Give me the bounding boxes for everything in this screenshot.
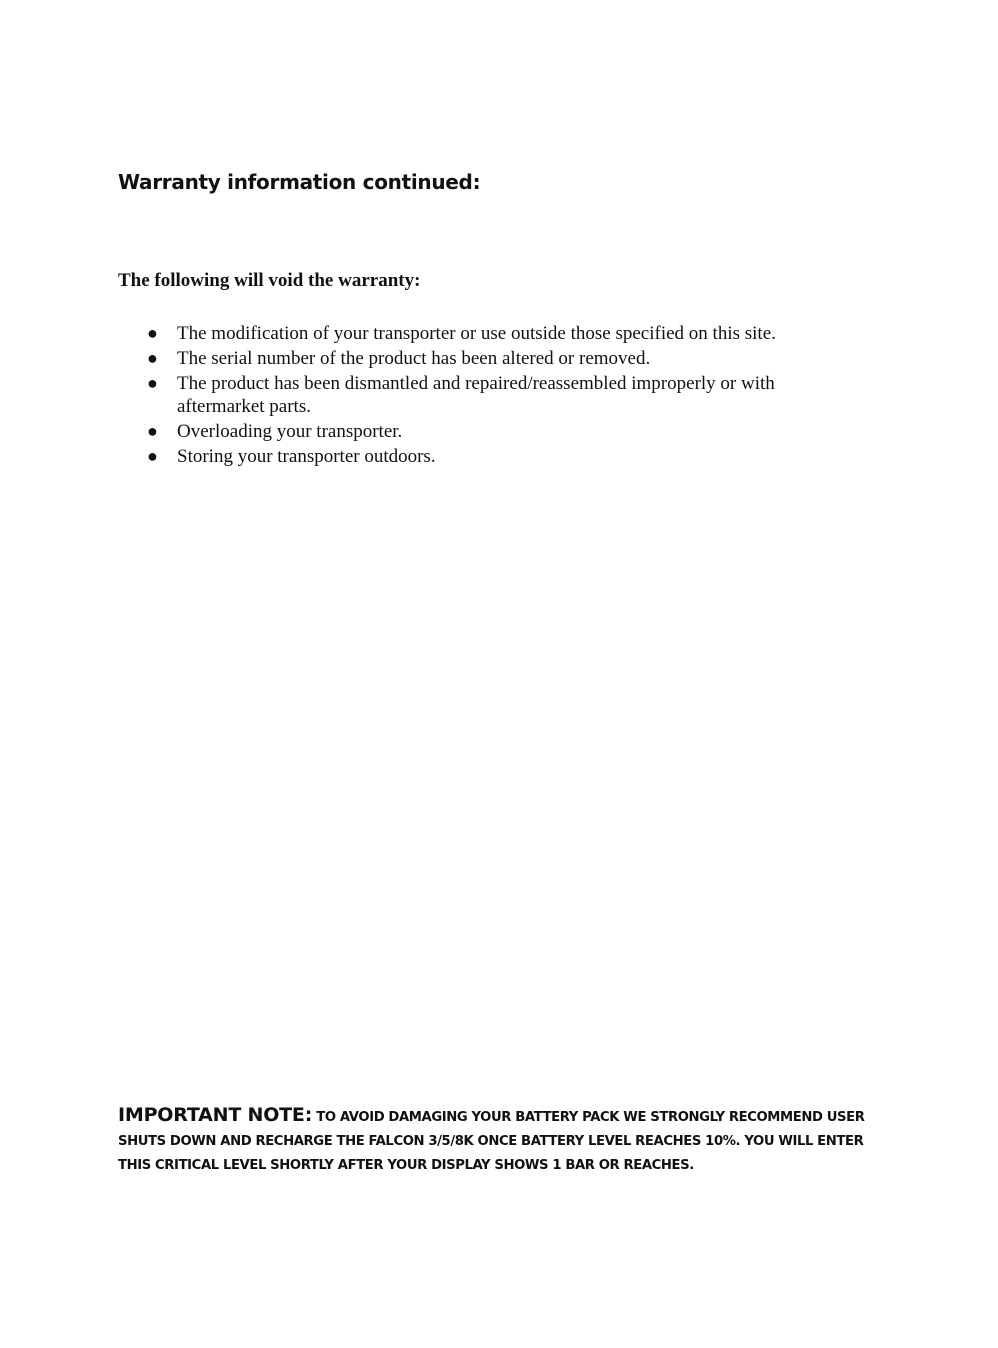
bullet-icon: ● [147,323,158,343]
bullet-icon: ● [147,373,158,393]
list-item [147,347,857,370]
void-warranty-subheading: The following will void the warranty: [118,270,421,291]
list-item [147,372,857,418]
list-item-text: The product has been dismantled and repaired/reassembled improperly or with aftermarket parts. [177,373,775,417]
bullet-icon: ● [147,421,158,441]
list-item [147,445,857,468]
list-item-text: The serial number of the product has been altered or removed. [177,348,651,369]
page-heading: Warranty information continued: [118,170,481,194]
important-note-label: IMPORTANT NOTE: [118,1104,313,1126]
important-note-text: TO AVOID DAMAGING YOUR BATTERY PACK WE STRONGLY RECOMMEND USER SHUTS DOWN AND RECHARGE THE FALCON 3/5/8K ONCE BATTERY LEVEL REACHES 10%. YOU WILL ENTER THIS CRITICAL LEVEL SHORTLY AFTER YOUR DISPLAY SHOWS 1 BAR OR REACHES. [118,1110,865,1173]
important-note [118,1103,878,1178]
list-item-text: Storing your transporter outdoors. [177,446,436,467]
list-item [147,322,857,345]
list-item-text: Overloading your transporter. [177,421,403,442]
bullet-icon: ● [147,348,158,368]
bullet-icon: ● [147,446,158,466]
list-item [147,420,857,443]
list-item-text: The modification of your transporter or use outside those specified on this site. [177,323,776,344]
void-conditions-list [147,322,857,470]
